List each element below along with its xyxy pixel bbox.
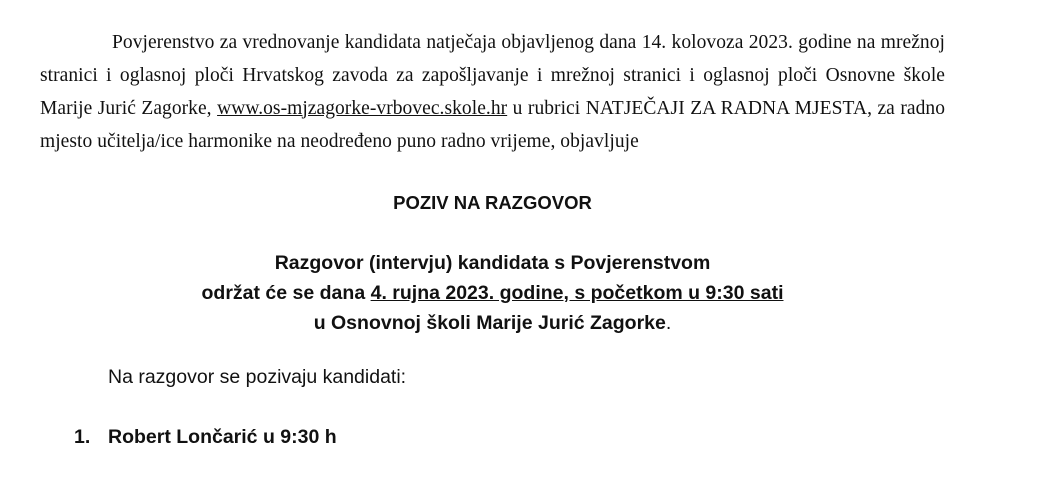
intro-text-start: Povjerenstvo za vrednovanje kandidata natječaja objavljenog dana 14. kolovoza 2023. godine na mrežnoj stranici i oglasnoj ploči Hrvatskog zavoda za zapošljavanje i mrežnoj stranici i oglasnoj ploči Osnovne škole Marije Jurić Zagorke,: [40, 31, 945, 119]
candidate-name-time: Robert Lončarić u 9:30 h: [108, 426, 337, 448]
details-line-1: Razgovor (intervju) kandidata s Povjerenstvom: [274, 252, 711, 274]
details-line-3-end: .: [665, 312, 672, 334]
invite-text: Na razgovor se pozivaju kandidati:: [108, 366, 407, 388]
interview-details: [40, 248, 945, 338]
school-website-link[interactable]: www.os-mjzagorke-vrbovec.skole.hr: [217, 97, 508, 119]
candidate-list: [74, 426, 337, 449]
interview-location: u Osnovnoj školi Marije Jurić Zagorke: [313, 312, 666, 334]
interview-date-time: 4. rujna 2023. godine, s početkom u 9:30 sati: [370, 282, 784, 304]
details-line-3: [40, 308, 945, 338]
document-title: POZIV NA RAZGOVOR: [393, 192, 592, 213]
candidate-number: 1.: [74, 426, 91, 448]
details-line-2: [40, 278, 945, 308]
intro-text-end: u rubrici NATJEČAJI ZA RADNA MJESTA, za radno mjesto učitelja/ice harmonike na neodređeno puno radno vrijeme, objavljuje: [40, 97, 945, 152]
details-line-2-prefix: održat će se dana: [201, 282, 371, 304]
intro-paragraph: [40, 26, 945, 158]
candidate-item: [74, 426, 337, 449]
